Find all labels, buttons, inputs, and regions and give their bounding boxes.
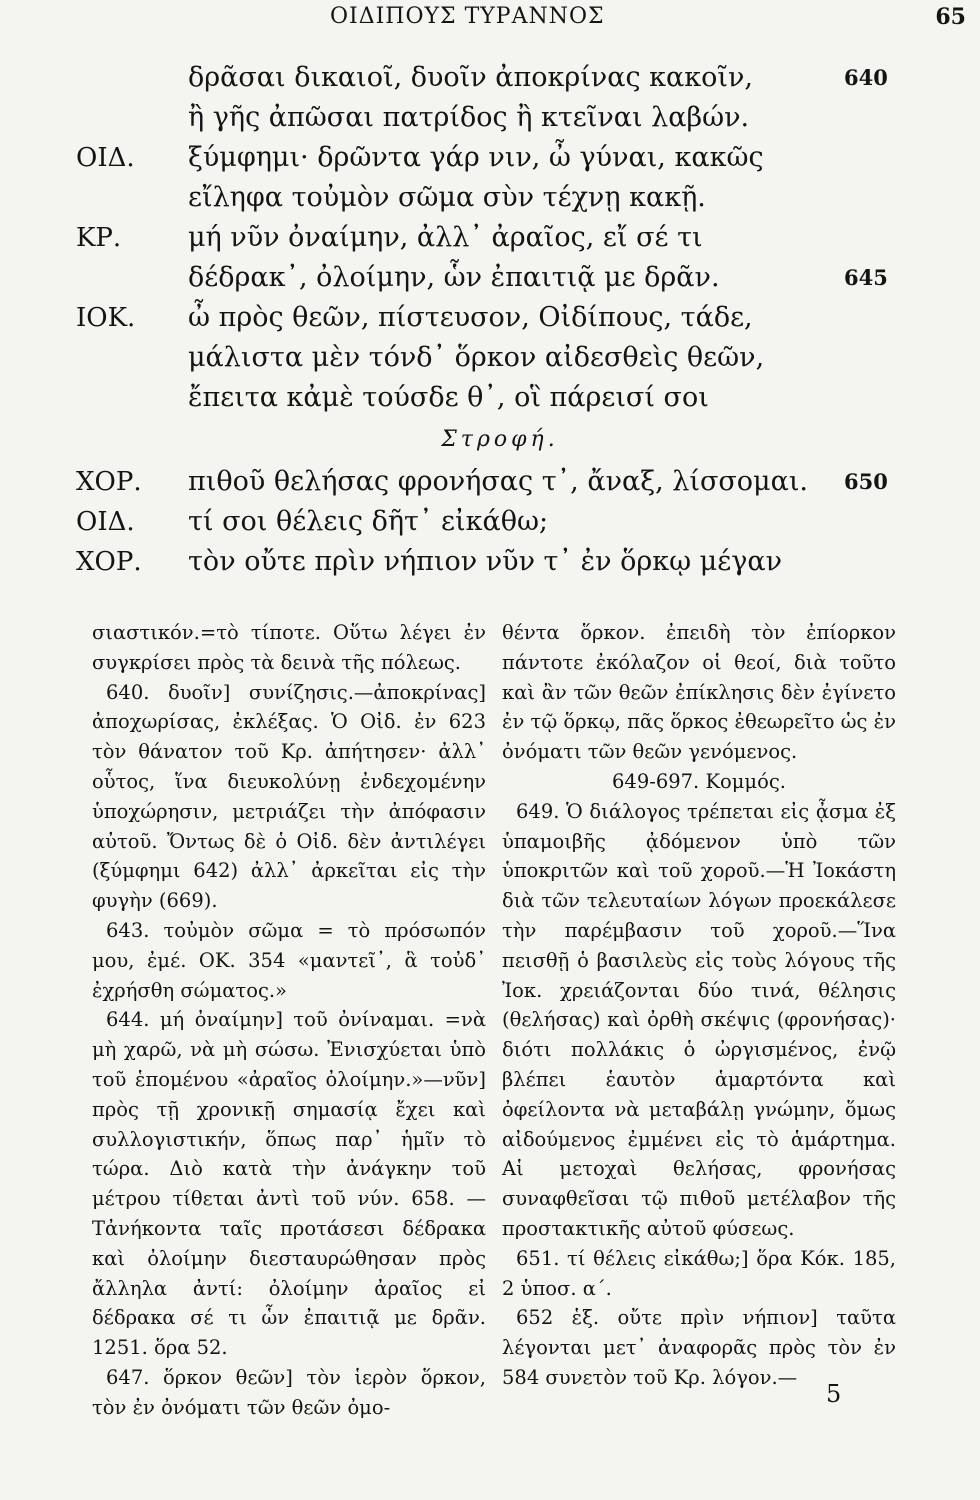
verse-text	[0, 58, 980, 582]
speaker-label: ΟΙΔ.	[76, 507, 135, 537]
verse-line-text: μή νῦν ὀναίμην, ἀλλ᾽ ἀραῖος, εἴ σέ τι	[188, 222, 703, 253]
verse-line-text: μάλιστα μὲν τόνδ᾽ ὅρκον αἰδεσθεὶς θεῶν,	[188, 342, 765, 373]
speaker-label: ΚΡ.	[76, 223, 122, 253]
verse-line-text: ξύμφημι· δρῶντα γάρ νιν, ὦ γύναι, κακῶς	[188, 142, 764, 173]
commentary-paragraph: 649. Ὁ διάλογος τρέπεται εἰς ᾆσμα ἐξ ὑπαμοιβῆς ᾀδόμενον ὑπὸ τῶν ὑποκριτῶν καὶ τοῦ χοροῦ.—Ἡ Ἰοκάστη διὰ τῶν τελευταίων λόγων προεκάλεσε τὴν παρέμβασιν τοῦ χοροῦ.—Ἵνα πεισθῇ ὁ βασιλεὺς εἰς τοὺς λόγους τῆς Ἰοκ. χρειάζονται δύο τινά, θέλησις (θελήσας) καὶ ὀρθὴ σκέψις (φρονήσας)· διότι πολλάκις ὁ ὠργισμένος, ἐνῷ βλέπει ἑαυτὸν ἁμαρτόντα καὶ ὀφείλοντα νὰ μεταβάλῃ γνώμην, ὅμως αἰδούμενος ἐμμένει εἰς τὸ ἁμάρτημα. Αἱ μετοχαὶ θελήσας, φρονήσας συναφθεῖσαι τῷ πιθοῦ μετέλαβον τῆς προστακτικῆς αὐτοῦ φύσεως.	[502, 799, 896, 1240]
speaker-label: ΟΙΔ.	[76, 143, 135, 173]
page-number: 65	[935, 4, 966, 30]
verse-line	[0, 138, 980, 178]
verse-line	[0, 542, 980, 582]
verse-line	[0, 178, 980, 218]
verse-line-text: ἢ γῆς ἀπῶσαι πατρίδος ἢ κτεῖναι λαβών.	[188, 102, 750, 133]
commentary-paragraph: 651. τί θέλεις εἰκάθω;] ὅρα Κόκ. 185, 2 ὑποσ. α΄.	[502, 1246, 896, 1300]
verse-line-text: πιθοῦ θελήσας φρονήσας τ᾽, ἄναξ, λίσσομαι.	[188, 466, 809, 497]
verse-line	[0, 462, 980, 502]
commentary	[0, 618, 980, 1419]
commentary-paragraph: 640. δυοῖν] συνίζησις.—ἀποκρίνας] ἀποχωρίσας, ἐκλέξας. Ὁ Οἰδ. ἐν 623 τὸν θάνατον τοῦ Κρ. ἀπήτησεν· ἀλλ᾽ οὗτος, ἵνα διευκολύνῃ ἐνδεχομένην ὑποχώρησιν, μετριάζει τὴν ἀπόφασιν αὐτοῦ. Ὄντως δὲ ὁ Οἰδ. δὲν ἀντιλέγει (ξύμφημι 642) ἀλλ᾽ ἀρκεῖται εἰς τὴν φυγὴν (669).	[92, 680, 486, 913]
verse-line	[0, 378, 980, 418]
line-number: 645	[844, 265, 888, 290]
commentary-paragraph: 643. τοὐμὸν σῶμα = τὸ πρόσωπόν μου, ἐμέ. ΟΚ. 354 «μαντεῖ᾽, ἃ τοὐδ᾽ ἐχρήσθη σώματος.»	[92, 918, 486, 1002]
commentary-left-column	[92, 618, 486, 1423]
verse-line-text: δέδρακ᾽, ὀλοίμην, ὧν ἐπαιτιᾷ με δρᾶν.	[188, 262, 720, 293]
verse-line	[0, 58, 980, 98]
verse-line-text: δρᾶσαι δικαιοῖ, δυοῖν ἀποκρίνας κακοῖν,	[188, 62, 753, 93]
speaker-label: ΧΟΡ.	[76, 467, 142, 497]
verse-line	[0, 338, 980, 378]
verse-line	[0, 298, 980, 338]
verse-line-text: τί σοι θέλεις δῆτ᾽ εἰκάθω;	[188, 506, 549, 537]
speaker-label: ΧΟΡ.	[76, 547, 142, 577]
commentary-paragraph: 647. ὅρκον θεῶν] τὸν ἱερὸν ὅρκον, τὸν ἐν ὀνόματι τῶν θεῶν ὀμο-	[92, 1365, 486, 1419]
commentary-paragraph: θέντα ὅρκον. ἐπειδὴ τὸν ἐπίορκον πάντοτε ἐκόλαζον οἱ θεοί, διὰ τοῦτο καὶ ἂν τῶν θεῶν ἐπίκλησις δὲν ἐγίνετο ἐν τῷ ὅρκῳ, πᾶς ὅρκος ἐθεωρεῖτο ὡς ἐν ὀνόματι τῶν θεῶν γενόμενος.	[502, 621, 896, 764]
sheet-signature: 5	[826, 1380, 842, 1408]
line-number: 640	[844, 65, 888, 90]
speaker-label: ΙΟΚ.	[76, 303, 136, 333]
commentary-paragraph: 652 ἑξ. οὔτε πρὶν νήπιον] ταῦτα λέγονται μετ᾽ ἀναφορᾶς πρὸς τὸν ἐν 584 συνετὸν τοῦ Κρ. λόγον.—	[502, 1306, 896, 1389]
verse-line	[0, 502, 980, 542]
verse-line-text: εἴληφα τοὐμὸν σῶμα σὺν τέχνῃ κακῇ.	[188, 182, 706, 213]
line-number: 650	[844, 469, 888, 494]
commentary-paragraph: 644. μή ὀναίμην] τοῦ ὀνίναμαι. =νὰ μὴ χαρῶ, νὰ μὴ σώσω. Ἐνισχύεται ὑπὸ τοῦ ἑπομένου «ἀραῖος ὀλοίμην.»—νῦν] πρὸς τῇ χρονικῇ σημασίᾳ ἔχει καὶ συλλογιστικήν, ὅπως παρ᾽ ἡμῖν τὸ τώρα. Διὸ κατὰ τὴν ἀνάγκην τοῦ μέτρου τίθεται ἀντὶ τοῦ νύν. 658. — Τἀνήκοντα ταῖς προτάσεσι δέδρακα καὶ ὀλοίμην διεσταυρώθησαν πρὸς ἄλληλα ἀντί: ὀλοίμην ἀραῖος εἰ δέδρακα σέ τι ὧν ἐπαιτιᾷ με δρᾶν. 1251. ὅρα 52.	[92, 1008, 486, 1360]
verse-line	[0, 98, 980, 138]
verse-line-text: τὸν οὔτε πρὶν νήπιον νῦν τ᾽ ἐν ὅρκῳ μέγαν	[188, 546, 782, 577]
page-header	[0, 4, 980, 34]
commentary-paragraph: σιαστικόν.=τὸ τίποτε. Οὕτω λέγει ἐν συγκρίσει πρὸς τὰ δεινὰ τῆς πόλεως.	[92, 621, 486, 674]
running-title: ΟΙΔΙΠΟΥΣ ΤΥΡΑΝΝΟΣ	[330, 4, 605, 29]
verse-line-text: ἔπειτα κἀμὲ τούσδε θ᾽, οἳ πάρεισί σοι	[188, 382, 709, 413]
strophe-heading: Στροφή.	[441, 427, 559, 452]
verse-line	[0, 258, 980, 298]
verse-line	[0, 218, 980, 258]
commentary-right-column	[502, 618, 896, 1393]
verse-line-text: ὦ πρὸς θεῶν, πίστευσον, Οἰδίπους, τάδε,	[188, 302, 753, 333]
section-heading: 649-697. Κομμός.	[612, 769, 786, 793]
